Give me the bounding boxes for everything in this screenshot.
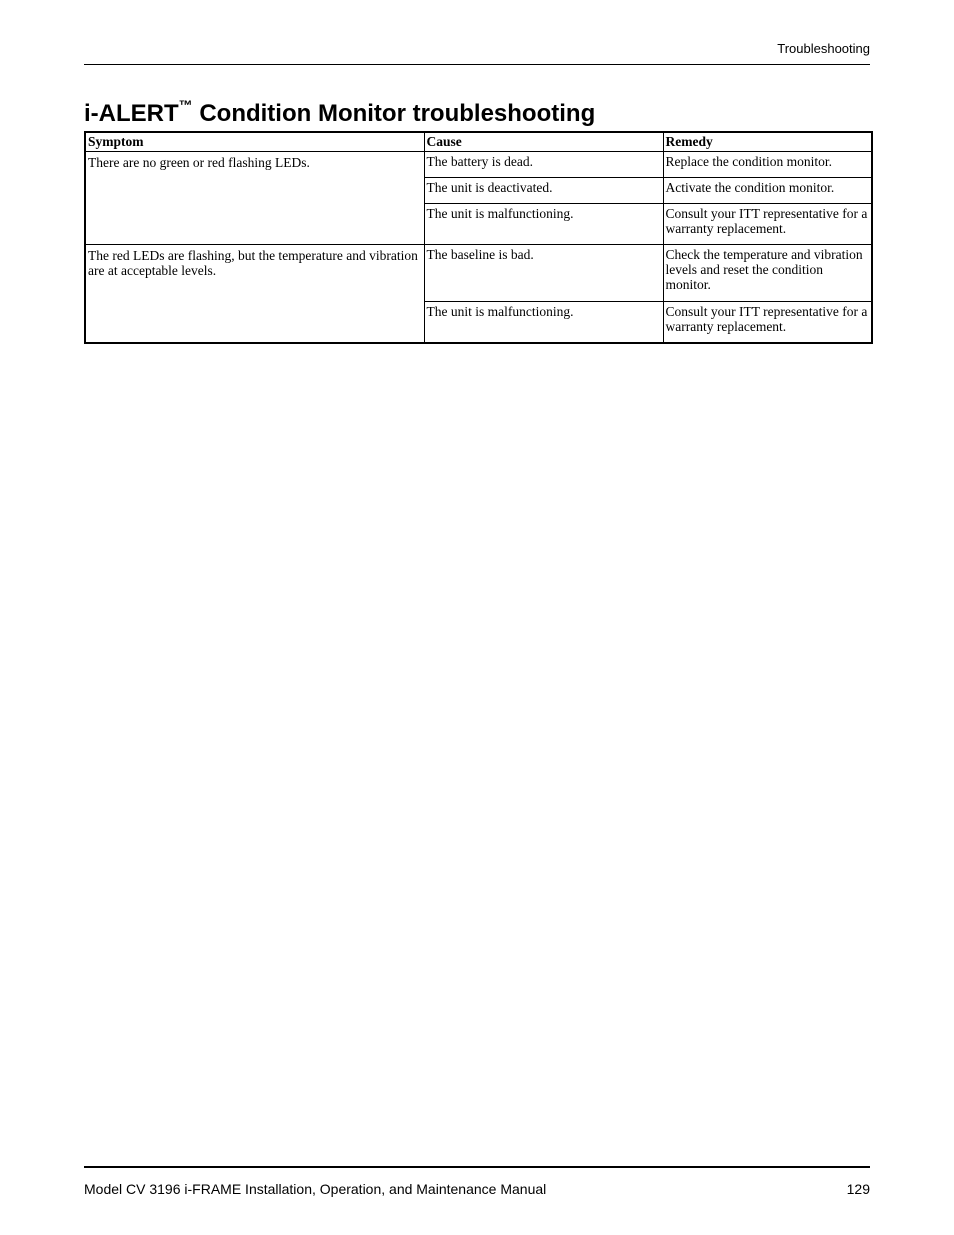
running-header: Troubleshooting xyxy=(777,41,870,56)
cause-cell: The battery is dead. xyxy=(424,152,663,178)
column-header-symptom: Symptom xyxy=(85,132,424,152)
remedy-cell: Check the temperature and vibration levels and reset the condition monitor. xyxy=(663,245,872,302)
page-number: 129 xyxy=(846,1181,870,1197)
header-rule xyxy=(84,64,870,65)
page-title xyxy=(84,99,595,129)
table-row xyxy=(85,245,872,302)
cause-cell: The unit is deactivated. xyxy=(424,178,663,204)
footer-rule xyxy=(84,1166,870,1168)
column-header-cause: Cause xyxy=(424,132,663,152)
column-header-remedy: Remedy xyxy=(663,132,872,152)
table-row xyxy=(85,152,872,178)
title-rest: Condition Monitor troubleshooting xyxy=(192,100,596,127)
trademark-symbol: ™ xyxy=(178,97,193,113)
cause-cell: The unit is malfunctioning. xyxy=(424,204,663,245)
remedy-cell: Replace the condition monitor. xyxy=(663,152,872,178)
footer-document-title: Model CV 3196 i-FRAME Installation, Operation, and Maintenance Manual xyxy=(84,1181,547,1197)
remedy-cell: Consult your ITT representative for a warranty replacement. xyxy=(663,302,872,344)
remedy-cell: Consult your ITT representative for a warranty replacement. xyxy=(663,204,872,245)
cause-cell: The unit is malfunctioning. xyxy=(424,302,663,344)
cause-cell: The baseline is bad. xyxy=(424,245,663,302)
remedy-cell: Activate the condition monitor. xyxy=(663,178,872,204)
table-header-row xyxy=(85,132,872,152)
symptom-cell: There are no green or red flashing LEDs. xyxy=(85,152,424,245)
title-main: i-ALERT xyxy=(84,100,179,127)
symptom-cell: The red LEDs are flashing, but the temperature and vibration are at acceptable levels. xyxy=(85,245,424,344)
troubleshooting-table xyxy=(84,131,873,344)
